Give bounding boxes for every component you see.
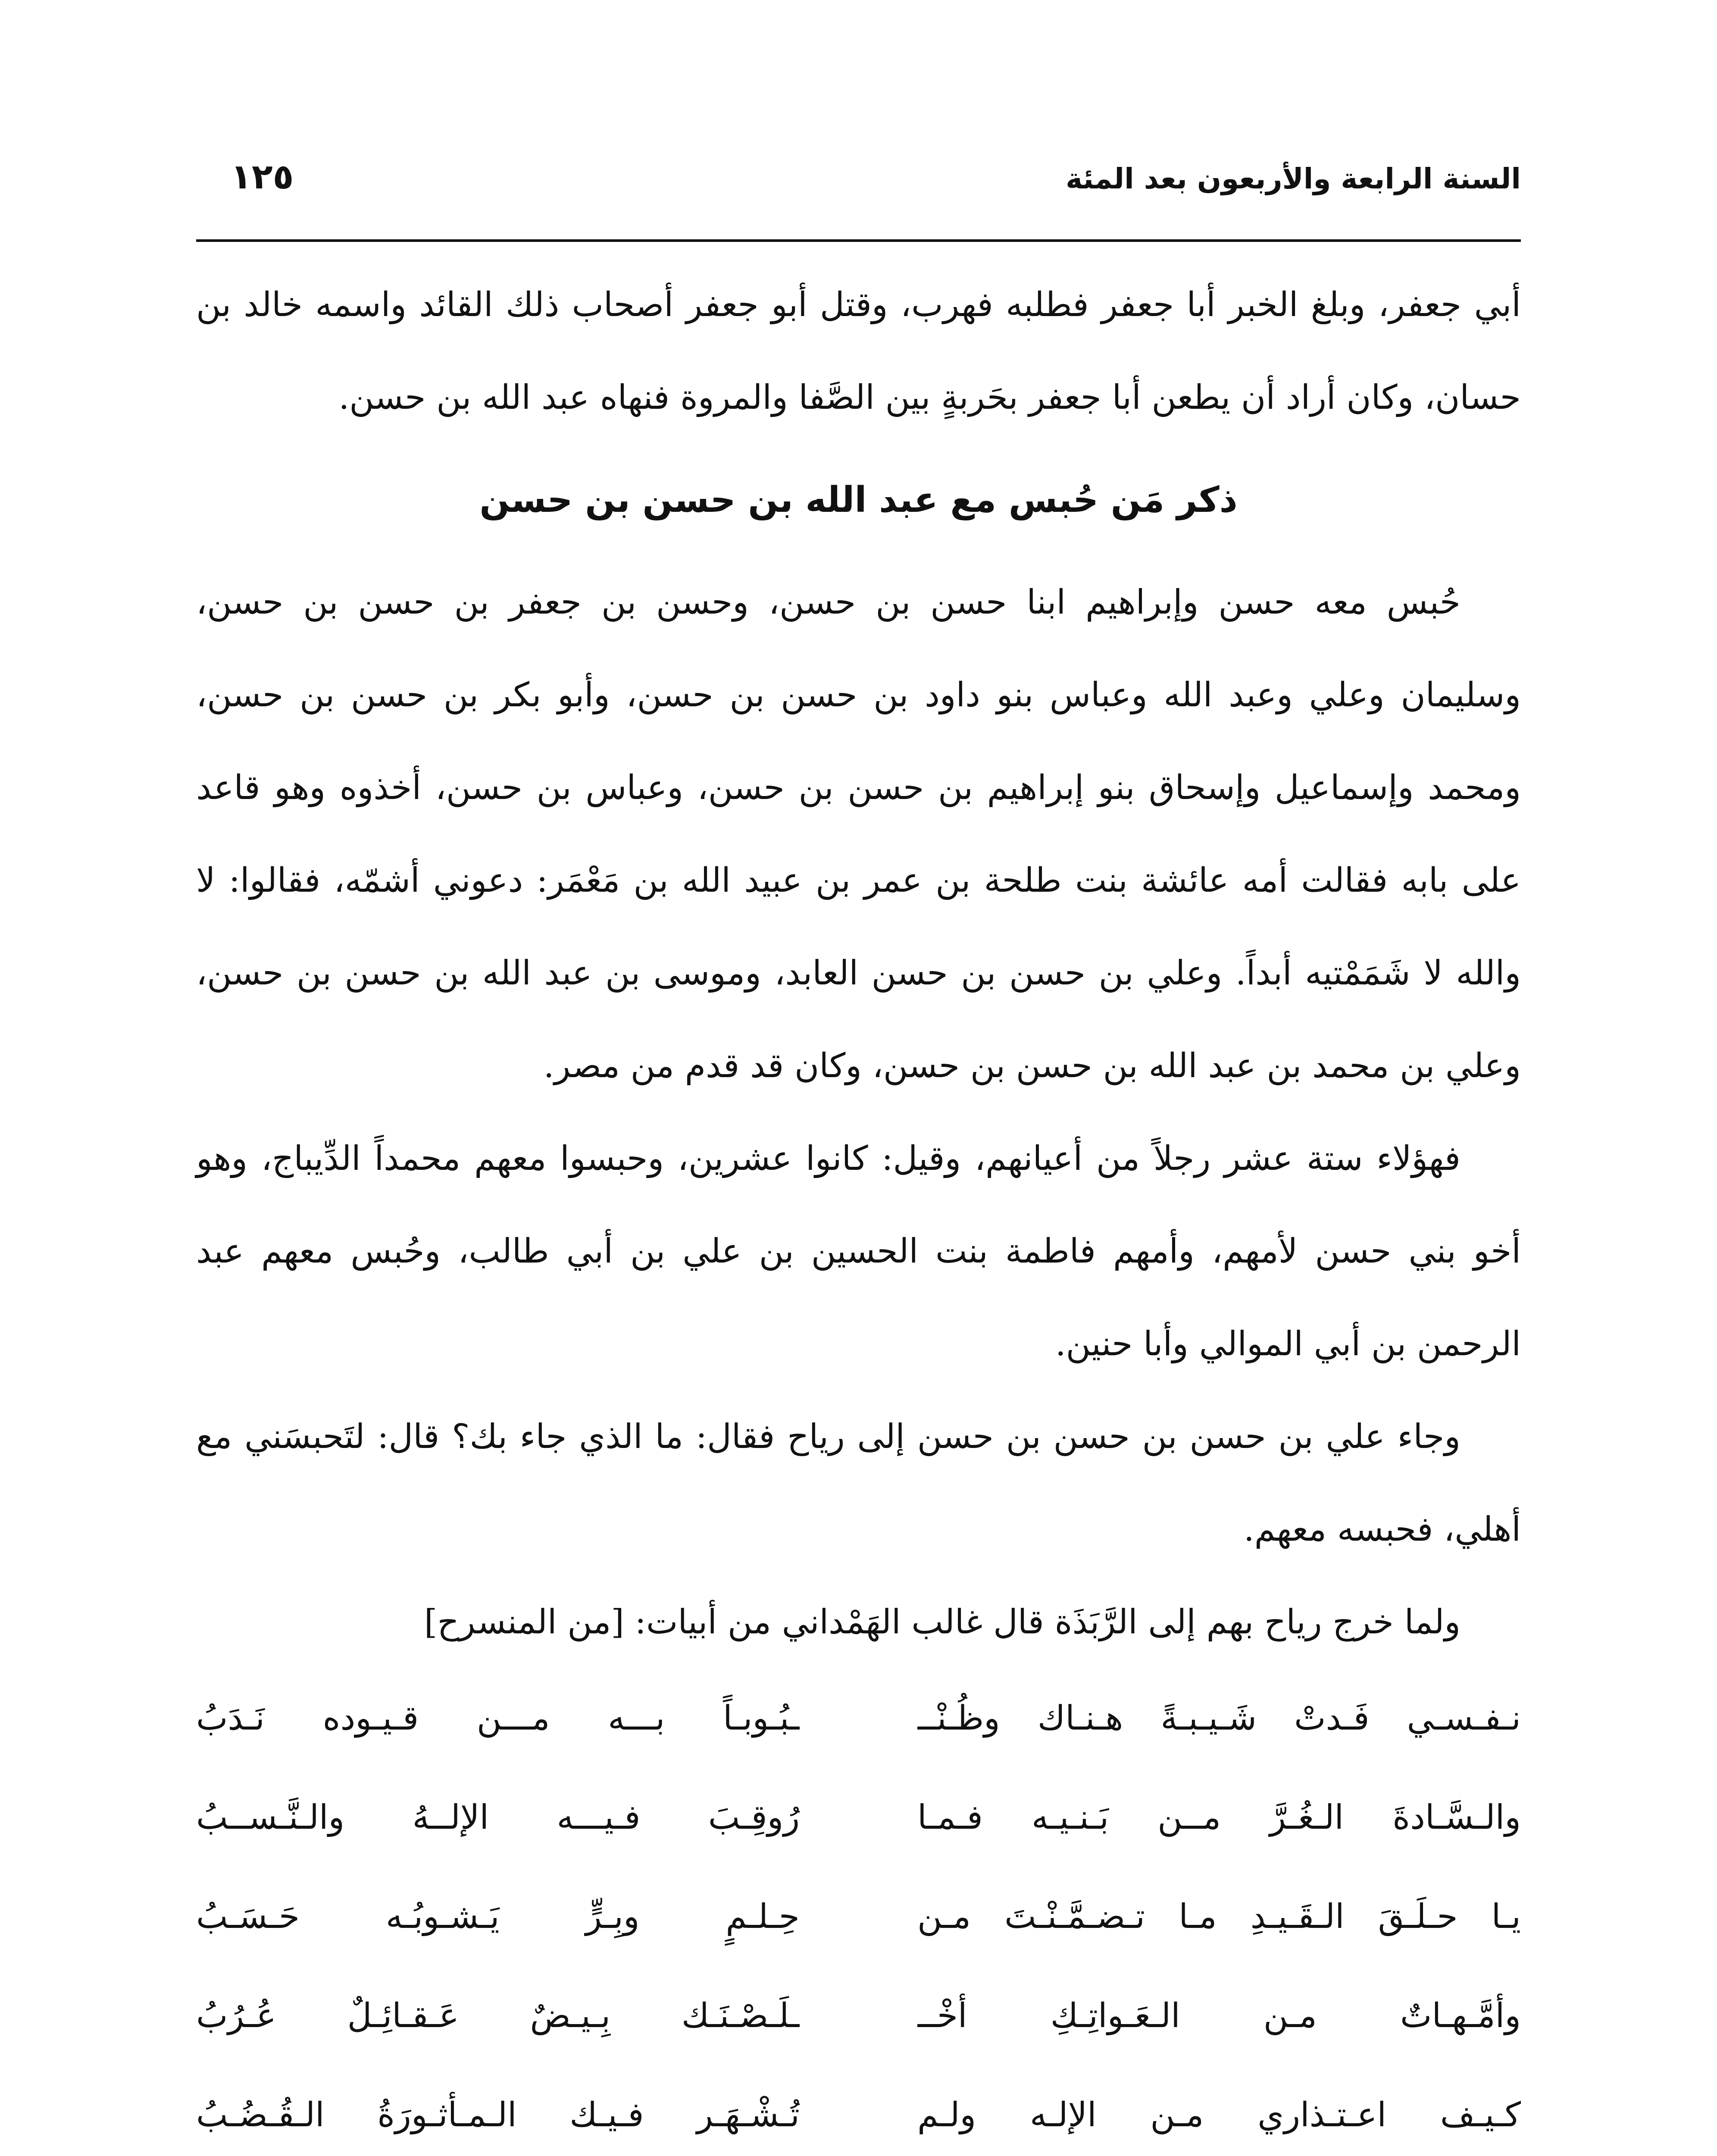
verse-first-hemistich: كـيـف اعـتـذاري مـن الإلـه ولـم [917, 2095, 1521, 2134]
poem-verse [196, 1966, 1521, 2065]
poem-verse [196, 1669, 1521, 1768]
verse-second-hemistich: رُوقِـبَ فـيـــه الإلــهُ والـنَّـســبُ [196, 1798, 800, 1837]
poem-verse [196, 1867, 1521, 1966]
poem-verse [196, 2065, 1521, 2156]
header-rule [196, 239, 1521, 242]
verse-first-hemistich: نـفـسـي فَـدتْ شَـيـبـةً هـنـاك وظُـنْــ [917, 1698, 1521, 1738]
page-body [196, 259, 1521, 2156]
page-number: ١٢٥ [231, 157, 294, 197]
verse-second-hemistich: ـلَـصْـنَـك بِـيـضٌ عَـقـائِـلٌ عُـرُبُ [196, 1996, 800, 2035]
paragraph: فهؤلاء ستة عشر رجلاً من أعيانهم، وقيل: كانوا عشرين، وحبسوا معهم محمداً الدِّيباج، وهو أخو بني حسن لأمهم، وأمهم فاطمة بنت الحسين بن علي بن أبي طالب، وحُبس معهم عبد الرحمن بن أبي الموالي وأبا حنين. [196, 1139, 1521, 1363]
paragraph-continuation: أبي جعفر، وبلغ الخبر أبا جعفر فطلبه فهرب، وقتل أبو جعفر أصحاب ذلك القائد واسمه خالد بن حسان، وكان أراد أن يطعن أبا جعفر بحَربةٍ بين الصَّفا والمروة فنهاه عبد الله بن حسن. [196, 285, 1521, 417]
verse-second-hemistich: ـبُـوبـاً بـــه مـــن قـيـوده نَـدَبُ [196, 1698, 800, 1738]
verse-second-hemistich: حِـلـمٍ وبِـرٍّ يَـشـوبُـه حَـسَـبُ [196, 1897, 800, 1936]
verse-first-hemistich: يـا حـلَـقَ الـقَـيـدِ مـا تـضـمَّـنْـتَ مـن [917, 1897, 1521, 1936]
paragraph: وجاء علي بن حسن بن حسن بن حسن إلى رياح فقال: ما الذي جاء بك؟ قال: لتَحبسَني مع أهلي، فحبسه معهم. [196, 1417, 1521, 1549]
verse-first-hemistich: وأمَّـهـاتٌ مـن الـعَـواتِـكِ أخْــ [917, 1996, 1521, 2035]
paragraph: حُبس معه حسن وإبراهيم ابنا حسن بن حسن، وحسن بن جعفر بن حسن بن حسن، وسليمان وعلي وعبد الله وعباس بنو داود بن حسن بن حسن، وأبو بكر بن حسن بن حسن، ومحمد وإسماعيل وإسحاق بنو إبراهيم بن حسن بن حسن، وعباس بن حسن، أخذوه وهو قاعد على بابه فقالت أمه عائشة بنت طلحة بن عمر بن عبيد الله بن مَعْمَر: دعوني أشمّه، فقالوا: لا والله لا شَمَمْتيه أبداً. وعلي بن حسن بن حسن العابد، وموسى بن عبد الله بن حسن بن حسن، وعلي بن محمد بن عبد الله بن حسن بن حسن، وكان قد قدم من مصر. [196, 583, 1521, 1085]
poem-verse [196, 1768, 1521, 1867]
running-title: السنة الرابعة والأربعون بعد المئة [1066, 162, 1521, 195]
page-header [196, 142, 1521, 207]
verse-second-hemistich: تُـشْـهَـر فـيـك الـمـأثـورَةُ الـقُـضُـبُ [196, 2095, 800, 2134]
poem-intro: ولما خرج رياح بهم إلى الرَّبَذَة قال غالب الهَمْداني من أبيات: [من المنسرح] [424, 1603, 1461, 1642]
section-heading: ذكر مَن حُبس مع عبد الله بن حسن بن حسن [479, 479, 1238, 520]
poem [196, 1669, 1521, 2156]
verse-first-hemistich: والـسَّـادةَ الـغُـرَّ مــن بَـنـيـه فـمـا [917, 1798, 1521, 1837]
